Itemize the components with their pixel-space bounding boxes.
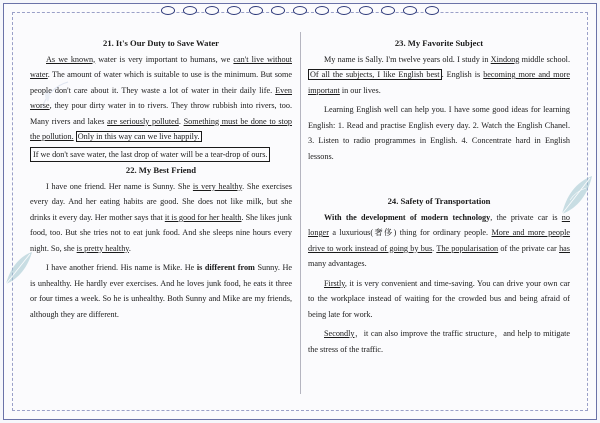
binder-ring <box>359 6 373 15</box>
article-paragraph <box>30 147 292 163</box>
underlined-phrase: has <box>559 243 570 253</box>
text-span: . <box>432 243 437 253</box>
underlined-phrase: The popularisation <box>436 243 499 253</box>
underlined-phrase: becoming more and more important <box>308 70 570 95</box>
article-paragraph <box>30 179 292 257</box>
text-span: I have one friend. Her name is Sunny. She <box>46 181 193 191</box>
text-span: of the private car <box>498 243 560 253</box>
article-paragraph <box>308 52 570 99</box>
text-span: Sunny. He is unhealthy. He hardly ever exercises. And he loves junk food, he eats it three or four times a week. So he is unhealthy. Both Sunny and Mike are my friends, although they are different. <box>30 263 292 319</box>
article-paragraph <box>30 260 292 322</box>
article-paragraph <box>308 326 570 357</box>
underlined-phrase: no longer <box>308 212 570 237</box>
text-span: . The amount of water which is suitable to use is the minimum. But some people don't care about it. They waste a lot of water in their daily life. <box>30 70 292 95</box>
binder-ring <box>205 6 219 15</box>
underlined-phrase: is pretty healthy <box>76 243 129 253</box>
boxed-phrase: If we don't save water, the last drop of water will be a tear-drop of ours. <box>30 147 270 162</box>
underlined-phrase: are seriously polluted <box>107 116 179 126</box>
underlined-phrase: Firstly <box>324 278 345 288</box>
binder-rings <box>0 6 600 15</box>
underlined-phrase: is very healthy <box>192 181 243 191</box>
left-column <box>30 36 292 322</box>
binder-ring <box>271 6 285 15</box>
bold-phrase: With the development of modern technology <box>324 212 491 222</box>
boxed-phrase: Of all the subjects, I like English best <box>310 70 440 79</box>
binder-ring <box>337 6 351 15</box>
text-span: water is very important to humans, we <box>95 54 234 64</box>
text-span: I have another friend. His name is Mike. He <box>46 263 197 272</box>
article-paragraph <box>308 276 570 323</box>
article-paragraph <box>30 52 292 145</box>
binder-ring <box>403 6 417 15</box>
underlined-phrase: Even worse <box>30 85 292 110</box>
text-span: My name is Sally. I'm twelve years old. I study in <box>324 54 491 64</box>
text-span: many advantages. <box>308 259 367 268</box>
text-span: . She exercises every day. And her eating habits are good. She does not like milk, but she drinks it every day. Her mother says that <box>30 181 292 222</box>
right-column <box>308 36 570 357</box>
underlined-phrase: More and more people drive to work instead of going by bus <box>308 228 571 253</box>
article-title: 23. My Favorite Subject <box>394 38 484 48</box>
text-span: , it is very convenient and time-saving. You can drive your own car to the workplace instead of waiting for the crowded bus and being afraid of being late for work. <box>308 278 570 319</box>
article-paragraph: Learning English well can help you. I have some good ideas for learning English: 1. Read and practise English every day. 2. Watch the English Chanel. 3. Listen to radio programmes in English. 4. Concentrate hard in English lessons. <box>308 105 570 161</box>
article-title: 21. It's Our Duty to Save Water <box>103 38 219 48</box>
article-title: 24. Safety of Transportation <box>387 196 491 206</box>
binder-ring <box>381 6 395 15</box>
binder-ring <box>315 6 329 15</box>
binder-ring <box>183 6 197 15</box>
text-span: middle school. <box>519 54 570 64</box>
underlined-phrase: it is good for her health <box>164 212 242 222</box>
text-span: , the private car is <box>490 212 562 222</box>
boxed-phrase: Only in this way can we live happily. <box>77 132 200 141</box>
text-span: a luxurious(奢侈) thing for ordinary people. <box>328 228 492 237</box>
binder-ring <box>293 6 307 15</box>
binder-ring <box>249 6 263 15</box>
text-span: in our lives. <box>339 85 381 95</box>
binder-ring <box>161 6 175 15</box>
text-span: . English is <box>441 70 484 79</box>
article-paragraph <box>308 210 570 272</box>
binder-ring <box>425 6 439 15</box>
text-span: . <box>128 243 131 253</box>
bold-phrase: is different from <box>196 263 255 272</box>
underlined-phrase: Something must be done to stop the pollution. <box>30 116 293 141</box>
text-span: , they pour dirty water in to rivers. They throw rubbish into rivers, too. Many rivers and lakes <box>30 101 292 126</box>
article-title: 22. My Best Friend <box>125 165 197 175</box>
underlined-phrase: Xindong <box>490 54 520 64</box>
underlined-phrase: As we known, <box>46 54 96 64</box>
text-span: . She likes junk food, too. But she tries not to eat junk food. And she sleeps nine hours every night. So, she <box>30 212 292 253</box>
text-span: ，it can also improve the traffic structure，and help to mitigate the stress of the traffic. <box>308 329 570 354</box>
text-span: . <box>178 116 184 126</box>
underlined-phrase: Secondly <box>324 329 355 338</box>
binder-ring <box>227 6 241 15</box>
underlined-phrase: can't live without water <box>30 54 292 79</box>
column-divider <box>300 32 301 394</box>
